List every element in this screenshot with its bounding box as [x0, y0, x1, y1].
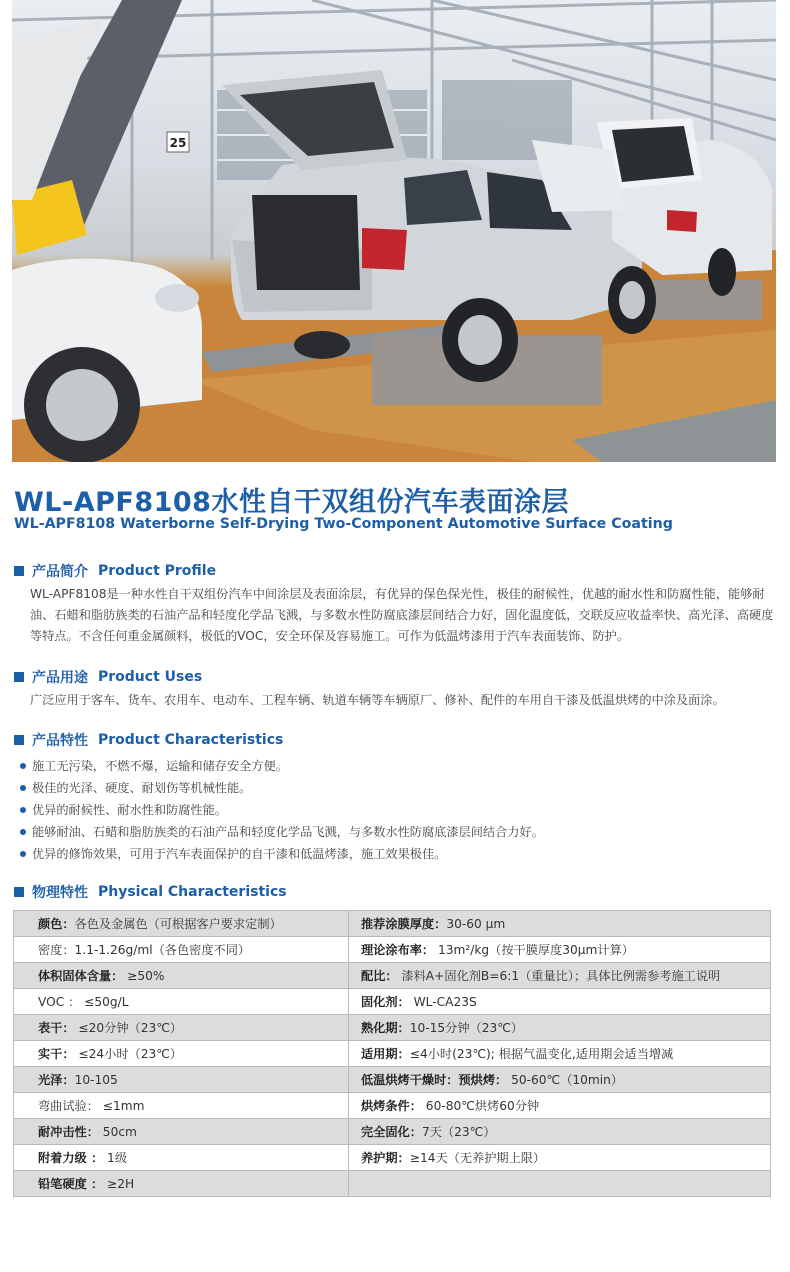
uses-heading-en: Product Uses: [98, 669, 203, 685]
heading-square-icon: [14, 887, 24, 897]
table-cell: 配比： 漆料A+固化剂B=6:1（重量比）；具体比例需参考施工说明: [349, 963, 771, 989]
heading-square-icon: [14, 566, 24, 576]
product-title-cn: WL-APF8108水性自干双组份汽车表面涂层: [14, 487, 569, 518]
table-cell: 表干： ≤20分钟（23℃）: [14, 1015, 349, 1041]
table-cell: 理论涂布率： 13m²/kg（按干膜厚度30μm计算）: [349, 937, 771, 963]
list-item: 施工无污染，不燃不爆，运输和储存安全方便。: [18, 755, 544, 777]
assembly-line-illustration: [12, 0, 776, 462]
physical-spec-table: [13, 910, 771, 1197]
list-item: 优异的耐候性、耐水性和防腐性能。: [18, 799, 544, 821]
table-cell: 弯曲试验： ≤1mm: [14, 1093, 349, 1119]
table-row: [14, 1067, 771, 1093]
hero-factory-image: [12, 0, 776, 462]
table-cell: 熟化期：10-15分钟（23℃）: [349, 1015, 771, 1041]
uses-heading: [14, 667, 202, 687]
heading-square-icon: [14, 672, 24, 682]
profile-text: WL-APF8108是一种水性自干双组份汽车中间涂层及表面涂层，有优异的保色保光性，极佳的耐候性，优越的耐水性和防腐性能，能够耐油、石蜡和脂肪族类的石油产品和轻度化学品飞溅，与多数水性防腐底漆层间结合力好，固化温度低，交联反应收益率快、高光泽、高硬度等特点。不含任何重金属颜料，极低的VOC，安全环保及容易施工。可作为低温烤漆用于汽车表面装饰、防护。: [30, 587, 774, 643]
table-row: [14, 963, 771, 989]
characteristics-heading: [14, 730, 283, 750]
profile-heading: [14, 561, 216, 581]
table-cell: 附着力级 ： 1级: [14, 1145, 349, 1171]
table-cell: 实干： ≤24小时（23℃）: [14, 1041, 349, 1067]
table-cell: 固化剂： WL-CA23S: [349, 989, 771, 1015]
table-cell: 低温烘烤干燥时：预烘烤： 50-60℃（10min）: [349, 1067, 771, 1093]
table-row: [14, 989, 771, 1015]
bay-number-sign: 25: [169, 136, 187, 150]
table-row: [14, 1171, 771, 1197]
heading-square-icon: [14, 735, 24, 745]
characteristics-heading-en: Product Characteristics: [98, 732, 284, 748]
uses-heading-cn: 产品用途: [32, 670, 88, 686]
list-item: 能够耐油、石蜡和脂肪族类的石油产品和轻度化学品飞溅，与多数水性防腐底漆层间结合力好。: [18, 821, 544, 843]
table-cell: 推荐涂膜厚度：30-60 μm: [349, 911, 771, 937]
physical-heading-cn: 物理特性: [32, 885, 88, 901]
table-cell: [349, 1171, 771, 1197]
list-item: 极佳的光泽、硬度、耐划伤等机械性能。: [18, 777, 544, 799]
table-cell: 颜色：各色及金属色（可根据客户要求定制）: [14, 911, 349, 937]
table-cell: 养护期：≥14天（无养护期上限）: [349, 1145, 771, 1171]
table-cell: 密度：1.1-1.26g/ml（各色密度不同）: [14, 937, 349, 963]
table-cell: VOC ： ≤50g/L: [14, 989, 349, 1015]
table-cell: 烘烤条件： 60-80℃烘烤60分钟: [349, 1093, 771, 1119]
characteristics-list: [18, 755, 544, 865]
table-cell: 耐冲击性： 50cm: [14, 1119, 349, 1145]
table-cell: 适用期：≤4小时(23℃); 根据气温变化,适用期会适当增减: [349, 1041, 771, 1067]
table-cell: 体积固体含量： ≥50%: [14, 963, 349, 989]
characteristics-heading-cn: 产品特性: [32, 733, 88, 749]
table-row: [14, 1093, 771, 1119]
table-row: [14, 1119, 771, 1145]
physical-heading-en: Physical Characteristics: [98, 884, 287, 900]
profile-heading-cn: 产品简介: [32, 564, 88, 580]
physical-heading: [14, 882, 287, 902]
table-cell: 光泽：10-105: [14, 1067, 349, 1093]
table-row: [14, 1041, 771, 1067]
table-cell: 完全固化：7天（23℃）: [349, 1119, 771, 1145]
table-row: [14, 937, 771, 963]
table-row: [14, 911, 771, 937]
table-cell: 铅笔硬度 ： ≥2H: [14, 1171, 349, 1197]
list-item: 优异的修饰效果，可用于汽车表面保护的自干漆和低温烤漆，施工效果极佳。: [18, 843, 544, 865]
table-row: [14, 1015, 771, 1041]
uses-text: 广泛应用于客车、货车、农用车、电动车、工程车辆、轨道车辆等车辆原厂、修补、配件的车用自干漆及低温烘烤的中涂及面涂。: [30, 693, 725, 707]
profile-heading-en: Product Profile: [98, 563, 217, 579]
product-title-en: WL-APF8108 Waterborne Self-Drying Two-Component Automotive Surface Coating: [14, 516, 673, 532]
table-row: [14, 1145, 771, 1171]
